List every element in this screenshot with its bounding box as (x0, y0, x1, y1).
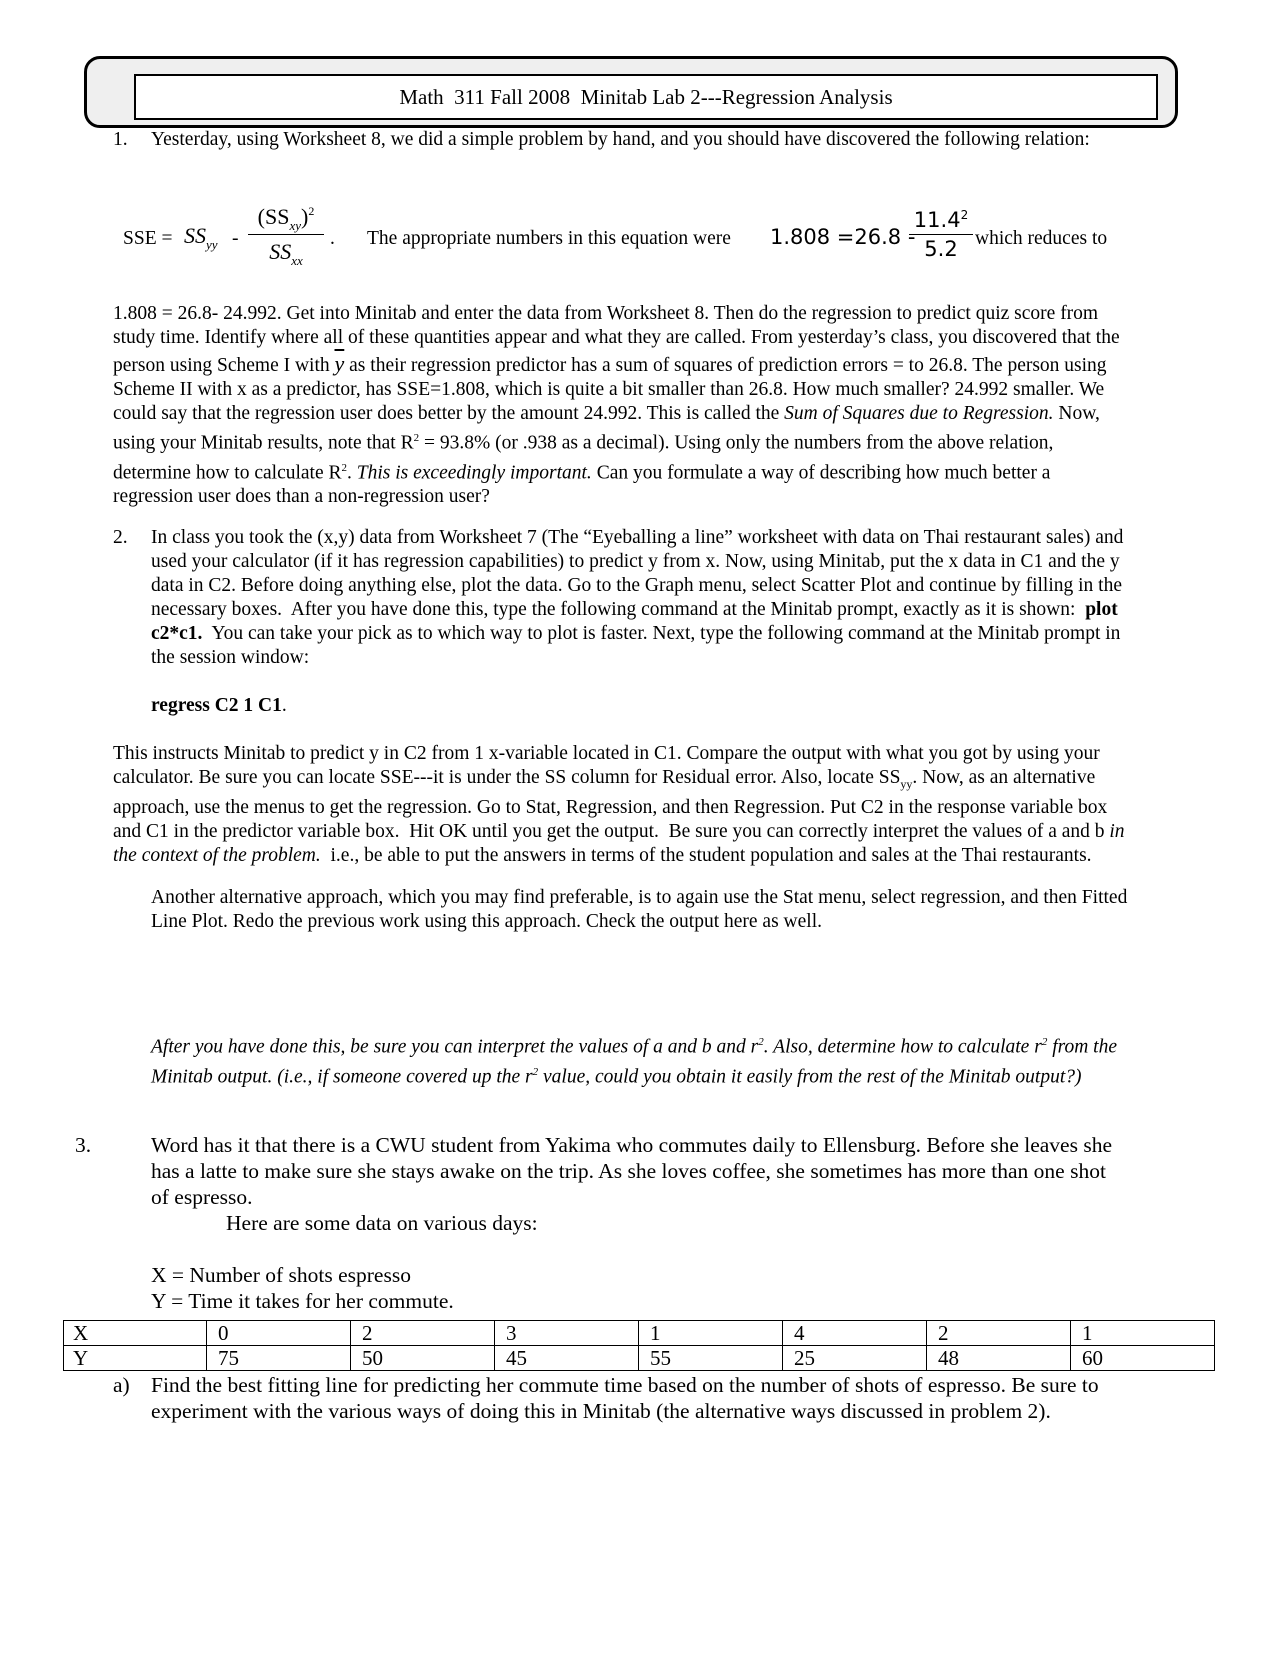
table-cell: 2 (351, 1321, 495, 1346)
q2-number: 2. (113, 527, 128, 548)
formula-period: . (330, 228, 335, 249)
q1-paragraph: 1.808 = 26.8- 24.992. Get into Minitab and enter the data from Worksheet 8. Then do the regression to predict quiz score from study time. Identify where all of these quantities appear and what they are called. From yesterday’s class, you discovered that the person using Scheme I with $\overline{y}$ as their regression predictor has a sum of squares of prediction errors = to 26.8. The person using Scheme II with x as a predictor, has SSE=1.808, which is quite a bit smaller than 26.8. How much smaller? 24.992 smaller. We could say that the regression user does better by the amount 24.992. This is called the Sum of Squares due to Regression. Now, using your Minitab results, note that $R^2 = 93.8\%$ (or .938 as a decimal). Using only the numbers from the above relation, determine how to calculate $R^2$. This is exceedingly important. Can you formulate a way of describing how much better a regression user does than a non-regression user? (113, 303, 1120, 507)
q3-number: 3. (75, 1133, 92, 1157)
q3-body: Word has it that there is a CWU student from Yakima who commutes daily to Ellensburg. Before she leaves she has a latte to make sure she stays awake on the trip. As she loves coffee, she sometimes has more than one shot of espresso. Here are some data on various days: X = Number of shots espresso Y = Time it takes for her commute. (151, 1133, 1113, 1313)
formula-tail: which reduces to (975, 228, 1108, 249)
table-row-x (64, 1321, 1215, 1346)
table-cell: 45 (495, 1346, 639, 1371)
q2-paragraph: This instructs Minitab to predict y in C2 from 1 x-variable located in C1. Compare the output with what you got by using your calculator. Be sure you can locate SSE---it is under the SS column for Residual error. Also, locate $SS_{yy}$. Now, as an alternative approach, use the menus to get the regression. Go to Stat, Regression, and then Regression. Put C2 in the response variable box and C1 in the predictor variable box. Hit OK until you get the output. Be sure you can correctly interpret the values of a and b in the context of the problem. i.e., be able to put the answers in terms of the student population and sales at the Thai restaurants. (113, 743, 1125, 866)
formula-text: The appropriate numbers in this equation were (367, 228, 731, 249)
table-header-x: X (64, 1321, 207, 1346)
plot-command: plot (1085, 599, 1118, 620)
table-cell: 25 (783, 1346, 927, 1371)
table-cell: 1 (1071, 1321, 1215, 1346)
page-title (134, 74, 1158, 120)
table-cell: 48 (927, 1346, 1071, 1371)
formula-lhs: SSE = (123, 228, 173, 249)
q2-body: In class you took the (x,y) data from Worksheet 7 (The “Eyeballing a line” worksheet with data on Thai restaurant sales) and used your calculator (if it has regression capabilities) to predict y from x. Now, using Minitab, put the x data in C1 and the y data in C2. Before doing anything else, plot the data. Go to the Graph menu, select Scatter Plot and continue by filling in the necessary boxes. After you have done this, type the following command at the Minitab prompt, exactly as it is shown: plot c2*c1. You can take your pick as to which way to plot is faster. Next, type the following command at the Minitab prompt in the session window: (151, 527, 1124, 668)
table-cell: 0 (207, 1321, 351, 1346)
table-cell: 50 (351, 1346, 495, 1371)
fraction-numerator: $(SS_{xy})^2$ (257, 204, 315, 233)
table-cell: 1 (639, 1321, 783, 1346)
value-fraction-bar (909, 234, 973, 235)
formula-fraction (248, 204, 324, 268)
table-cell: 4 (783, 1321, 927, 1346)
fraction-bar (248, 234, 324, 235)
value-fraction (909, 208, 973, 261)
q1-number: 1. (113, 129, 128, 150)
table-cell: 55 (639, 1346, 783, 1371)
table-cell: 60 (1071, 1346, 1215, 1371)
table-row-y (64, 1346, 1215, 1371)
plot-command-cont: c2*c1. (151, 623, 203, 644)
espresso-data-table (63, 1320, 1215, 1371)
title-text: Math 311 Fall 2008 Minitab Lab 2---Regression Analysis (399, 84, 893, 109)
q1-intro: Yesterday, using Worksheet 8, we did a simple problem by hand, and you should have discovered the following relation: (151, 129, 1090, 150)
table-cell: 3 (495, 1321, 639, 1346)
part-a-text: Find the best fitting line for predicting her commute time based on the number of shots of espresso. Be sure to experiment with the various ways of doing this in Minitab (the alternative ways discussed in problem 2). (151, 1373, 1099, 1423)
formula-ss-yy: $SS_{yy}$ (184, 223, 218, 252)
fraction-denominator: $SS_{xx}$ (269, 239, 303, 268)
y-bar-symbol: $\overline{y}$ (334, 351, 345, 376)
part-a-label: a) (113, 1373, 130, 1397)
formula-minus: - (232, 228, 239, 249)
q2-alternative: Another alternative approach, which you may find preferable, is to again use the Stat menu, select regression, and then Fitted Line Plot. Redo the previous work using this approach. Check the output here as well. (151, 887, 1128, 932)
emphasis-important: This is exceedingly important. (356, 462, 592, 483)
q2-after-note: After you have done this, be sure you can interpret the values of a and b and $r^2$. Also, determine how to calculate $r^2$ from the Minitab output. (i.e., if someone covered up the $r^2$ value, could you obtain it easily from the rest of the Minitab output?) (151, 1036, 1118, 1087)
table-cell: 2 (927, 1321, 1071, 1346)
value-numerator: 11.4$^2$ (913, 208, 969, 232)
table-header-y: Y (64, 1346, 207, 1371)
value-denominator: 5.2 (924, 237, 958, 261)
regress-command: regress C2 1 C1. (151, 695, 287, 716)
emphasis-ssr: Sum of Squares due to Regression. (784, 403, 1054, 424)
table-cell: 75 (207, 1346, 351, 1371)
formula-value-lhs: 1.808 =26.8 - (770, 225, 916, 249)
